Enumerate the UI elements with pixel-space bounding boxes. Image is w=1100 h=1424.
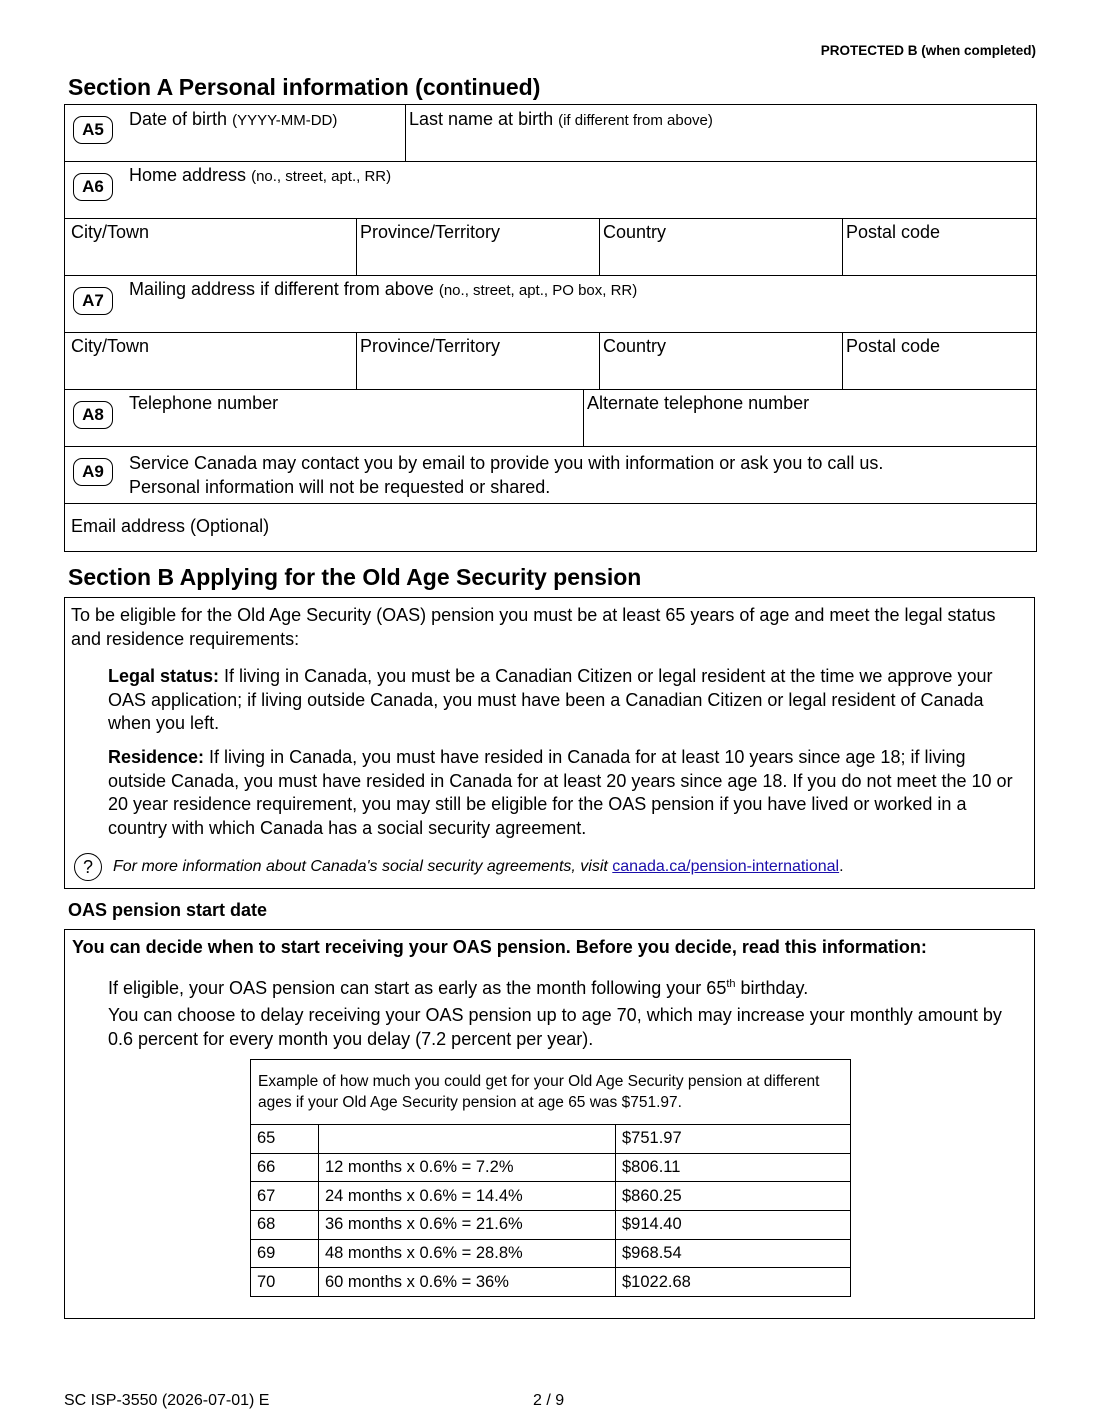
row-a9	[65, 447, 1036, 504]
home-province-label: Province/Territory	[360, 222, 501, 242]
home-address-label	[129, 165, 391, 186]
a7-badge: A7	[73, 287, 113, 315]
a8-badge: A8	[73, 401, 113, 429]
alternate-telephone-field[interactable]	[583, 390, 1036, 446]
section-b-title: Section B Applying for the Old Age Security pension	[68, 564, 642, 590]
last-name-hint: (if different from above)	[558, 112, 713, 129]
calc-cell: 12 months x 0.6% = 7.2%	[319, 1153, 616, 1182]
table-row	[251, 1239, 851, 1268]
residence-text: If living in Canada, you must have resided in Canada for at least 10 years since age 18; if living outside Canada, you must have resided in Canada for at least 20 years since age 18. If you do not meet the 10 or 20 year residence requirement, you may still be eligible for the OAS pension if you have lived or worked in a country with which Canada has a social security agreement.	[108, 747, 1013, 838]
mail-postal-label: Postal code	[846, 336, 941, 356]
telephone-field[interactable]	[65, 390, 583, 446]
calc-cell: 60 months x 0.6% = 36%	[319, 1268, 616, 1297]
home-city-label: City/Town	[71, 222, 150, 242]
a9-line1: Service Canada may contact you by email to provide you with information or ask you to call us.	[129, 453, 884, 473]
mail-country-label: Country	[603, 336, 667, 356]
amount-cell: $968.54	[616, 1239, 851, 1268]
a9-badge: A9	[73, 458, 113, 486]
p1-text-a: If eligible, your OAS pension can start as early as the month following your 65	[108, 978, 727, 998]
mail-city-field[interactable]	[65, 333, 356, 389]
section-b-intro: To be eligible for the Old Age Security (OAS) pension you must be at least 65 years of age and meet the legal status and residence requirements:	[71, 605, 996, 649]
dob-label-text: Date of birth	[129, 109, 228, 129]
help-info-text	[113, 858, 844, 876]
calc-cell: 24 months x 0.6% = 14.4%	[319, 1182, 616, 1211]
table-row	[251, 1125, 851, 1154]
help-question-icon: ?	[74, 853, 102, 881]
a9-consent-text	[129, 451, 883, 499]
amount-cell: $914.40	[616, 1211, 851, 1240]
home-address-hint: (no., street, apt., RR)	[251, 168, 392, 185]
row-a8	[65, 390, 1036, 447]
legal-status-label: Legal status:	[108, 666, 220, 686]
calc-cell: 36 months x 0.6% = 21.6%	[319, 1211, 616, 1240]
a5-badge: A5	[73, 116, 113, 144]
start-date-intro: You can decide when to start receiving your OAS pension. Before you decide, read this information:	[72, 937, 927, 957]
amount-cell: $860.25	[616, 1182, 851, 1211]
a6-badge: A6	[73, 173, 113, 201]
page-number: 2 / 9	[533, 1392, 565, 1409]
mail-province-label: Province/Territory	[360, 336, 501, 356]
calc-cell: 48 months x 0.6% = 28.8%	[319, 1239, 616, 1268]
last-name-at-birth-field[interactable]	[405, 105, 1036, 161]
p1-superscript: th	[726, 978, 736, 990]
oas-start-date-title: OAS pension start date	[68, 900, 268, 920]
home-province-field[interactable]	[356, 219, 599, 275]
table-row	[251, 1268, 851, 1297]
mailing-address-field[interactable]	[65, 276, 1036, 333]
home-address-label-text: Home address	[129, 165, 247, 185]
dob-hint: (YYYY-MM-DD)	[232, 112, 338, 129]
row-home-city	[65, 219, 1036, 276]
help-end: .	[839, 858, 844, 875]
amount-cell: $751.97	[616, 1125, 851, 1154]
home-country-label: Country	[603, 222, 667, 242]
table-row	[251, 1211, 851, 1240]
row-a5	[65, 105, 1036, 162]
last-name-label-text: Last name at birth	[409, 109, 554, 129]
table-caption-row	[251, 1060, 851, 1125]
residence-paragraph	[108, 746, 1023, 840]
legal-status-paragraph	[108, 665, 1023, 736]
start-date-p1	[108, 973, 1023, 1001]
mail-city-label: City/Town	[71, 336, 150, 356]
mailing-address-label-text: Mailing address if different from above	[129, 279, 434, 299]
a9-line2: Personal information will not be requested or shared.	[129, 477, 551, 497]
protected-b-label: PROTECTED B (when completed)	[820, 43, 1036, 58]
dob-field[interactable]	[65, 105, 405, 161]
row-mail-city	[65, 333, 1036, 390]
table-caption: Example of how much you could get for your Old Age Security pension at different ages if your Old Age Security pension at age 65 was $751.97.	[251, 1060, 851, 1125]
telephone-label: Telephone number	[129, 393, 279, 413]
home-country-field[interactable]	[599, 219, 842, 275]
age-cell: 70	[251, 1268, 319, 1297]
age-cell: 66	[251, 1153, 319, 1182]
p1-text-b: birthday.	[735, 978, 809, 998]
home-city-field[interactable]	[65, 219, 356, 275]
mailing-address-label	[129, 279, 637, 300]
home-postal-field[interactable]	[842, 219, 1036, 275]
mailing-address-hint: (no., street, apt., PO box, RR)	[438, 282, 638, 299]
dob-label	[129, 109, 337, 130]
start-date-p2: You can choose to delay receiving your OAS pension up to age 70, which may increase your monthly amount by 0.6 percent for every month you delay (7.2 percent per year).	[108, 1005, 1002, 1049]
amount-cell: $806.11	[616, 1153, 851, 1182]
form-id: SC ISP-3550 (2026-07-01) E	[64, 1392, 270, 1409]
home-address-field[interactable]	[65, 162, 1036, 219]
age-cell: 68	[251, 1211, 319, 1240]
section-b-box	[64, 597, 1035, 889]
residence-label: Residence:	[108, 747, 205, 767]
age-cell: 69	[251, 1239, 319, 1268]
last-name-label	[409, 109, 713, 130]
table-row	[251, 1182, 851, 1211]
mail-country-field[interactable]	[599, 333, 842, 389]
alternate-telephone-label: Alternate telephone number	[587, 393, 810, 413]
oas-example-table	[250, 1059, 851, 1297]
age-cell: 67	[251, 1182, 319, 1211]
section-a-form	[64, 104, 1037, 552]
table-row	[251, 1153, 851, 1182]
email-label: Email address (Optional)	[71, 516, 270, 536]
mail-postal-field[interactable]	[842, 333, 1036, 389]
help-text: For more information about Canada's social security agreements, visit	[113, 858, 613, 875]
amount-cell: $1022.68	[616, 1268, 851, 1297]
pension-international-link[interactable]: canada.ca/pension-international	[612, 858, 840, 875]
age-cell: 65	[251, 1125, 319, 1154]
calc-cell	[319, 1125, 616, 1154]
section-a-title: Section A Personal information (continued)	[68, 74, 541, 100]
home-postal-label: Postal code	[846, 222, 941, 242]
mail-province-field[interactable]	[356, 333, 599, 389]
legal-status-text: If living in Canada, you must be a Canadian Citizen or legal resident at the time we approve your OAS application; if living outside Canada, you must have been a Canadian Citizen or legal resident of Canada when you left.	[108, 666, 993, 733]
email-field[interactable]	[65, 504, 1036, 551]
